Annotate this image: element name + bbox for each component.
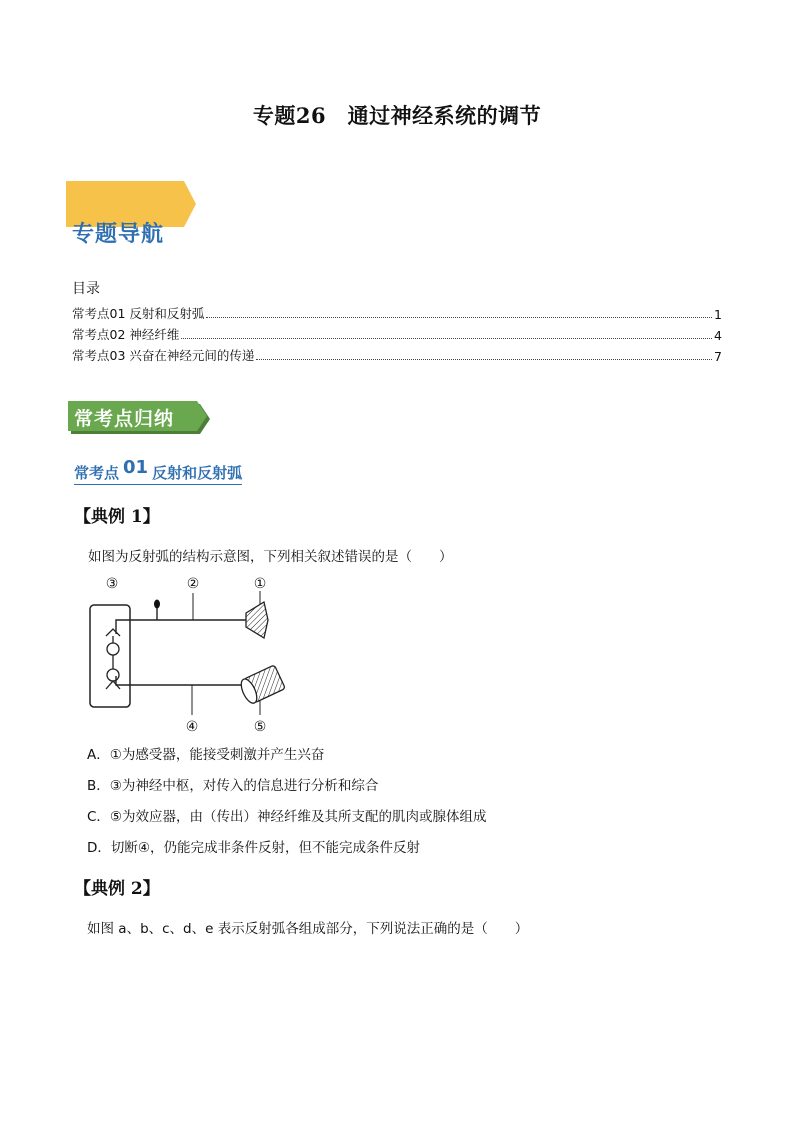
toc-entry-page: 4 [714, 328, 722, 343]
toc-entry-1[interactable] [72, 304, 722, 322]
diagram-label-4: ④ [185, 719, 199, 735]
receptor-icon [246, 591, 268, 638]
afferent-neuron [116, 593, 246, 634]
toc-leader [181, 338, 712, 339]
section-number: 01 [123, 457, 149, 478]
example-1-question: 如图为反射弧的结构示意图，下列相关叙述错误的是（ ） [88, 549, 453, 565]
page-title: 专题26 通过神经系统的调节 [252, 103, 542, 128]
example-1-option-b[interactable]: B．③为神经中枢，对传入的信息进行分析和综合 [87, 778, 379, 794]
effector-icon [238, 665, 285, 705]
summary-label: 常考点归纳 [74, 408, 175, 430]
toc-entry-label: 常考点01 反射和反射弧 [72, 306, 205, 321]
nav-title: 专题导航 [72, 222, 165, 247]
example-2-label: 【典例 2】 [74, 879, 160, 899]
section-title: 反射和反射弧 [152, 464, 243, 482]
efferent-neuron [116, 676, 246, 715]
example-1-label: 【典例 1】 [74, 507, 160, 527]
toc-entry-page: 7 [714, 349, 722, 364]
reflex-arc-diagram [86, 573, 316, 738]
example-1-option-a[interactable]: A．①为感受器，能接受刺激并产生兴奋 [87, 747, 325, 763]
toc-heading: 目录 [72, 281, 100, 297]
toc-entry-label: 常考点02 神经纤维 [72, 327, 180, 342]
diagram-label-3: ③ [105, 576, 119, 592]
diagram-label-5: ⑤ [253, 719, 267, 735]
toc-leader [206, 317, 712, 318]
toc-entry-3[interactable] [72, 346, 722, 364]
example-2-question: 如图 a、b、c、d、e 表示反射弧各组成部分，下列说法正确的是（ ） [87, 921, 529, 937]
example-1-option-c[interactable]: C．⑤为效应器，由（传出）神经纤维及其所支配的肌肉或腺体组成 [87, 809, 487, 825]
toc-entry-page: 1 [714, 307, 722, 322]
section-prefix: 常考点 [74, 464, 120, 482]
toc-entry-2[interactable] [72, 325, 722, 343]
toc-entry-label: 常考点03 兴奋在神经元间的传递 [72, 348, 255, 363]
example-1-option-d[interactable]: D．切断④，仍能完成非条件反射，但不能完成条件反射 [87, 840, 420, 856]
ganglion-icon [154, 600, 160, 609]
diagram-label-1: ① [253, 576, 267, 592]
section-heading [74, 457, 243, 485]
toc-leader [256, 359, 712, 360]
diagram-label-2: ② [186, 576, 200, 592]
